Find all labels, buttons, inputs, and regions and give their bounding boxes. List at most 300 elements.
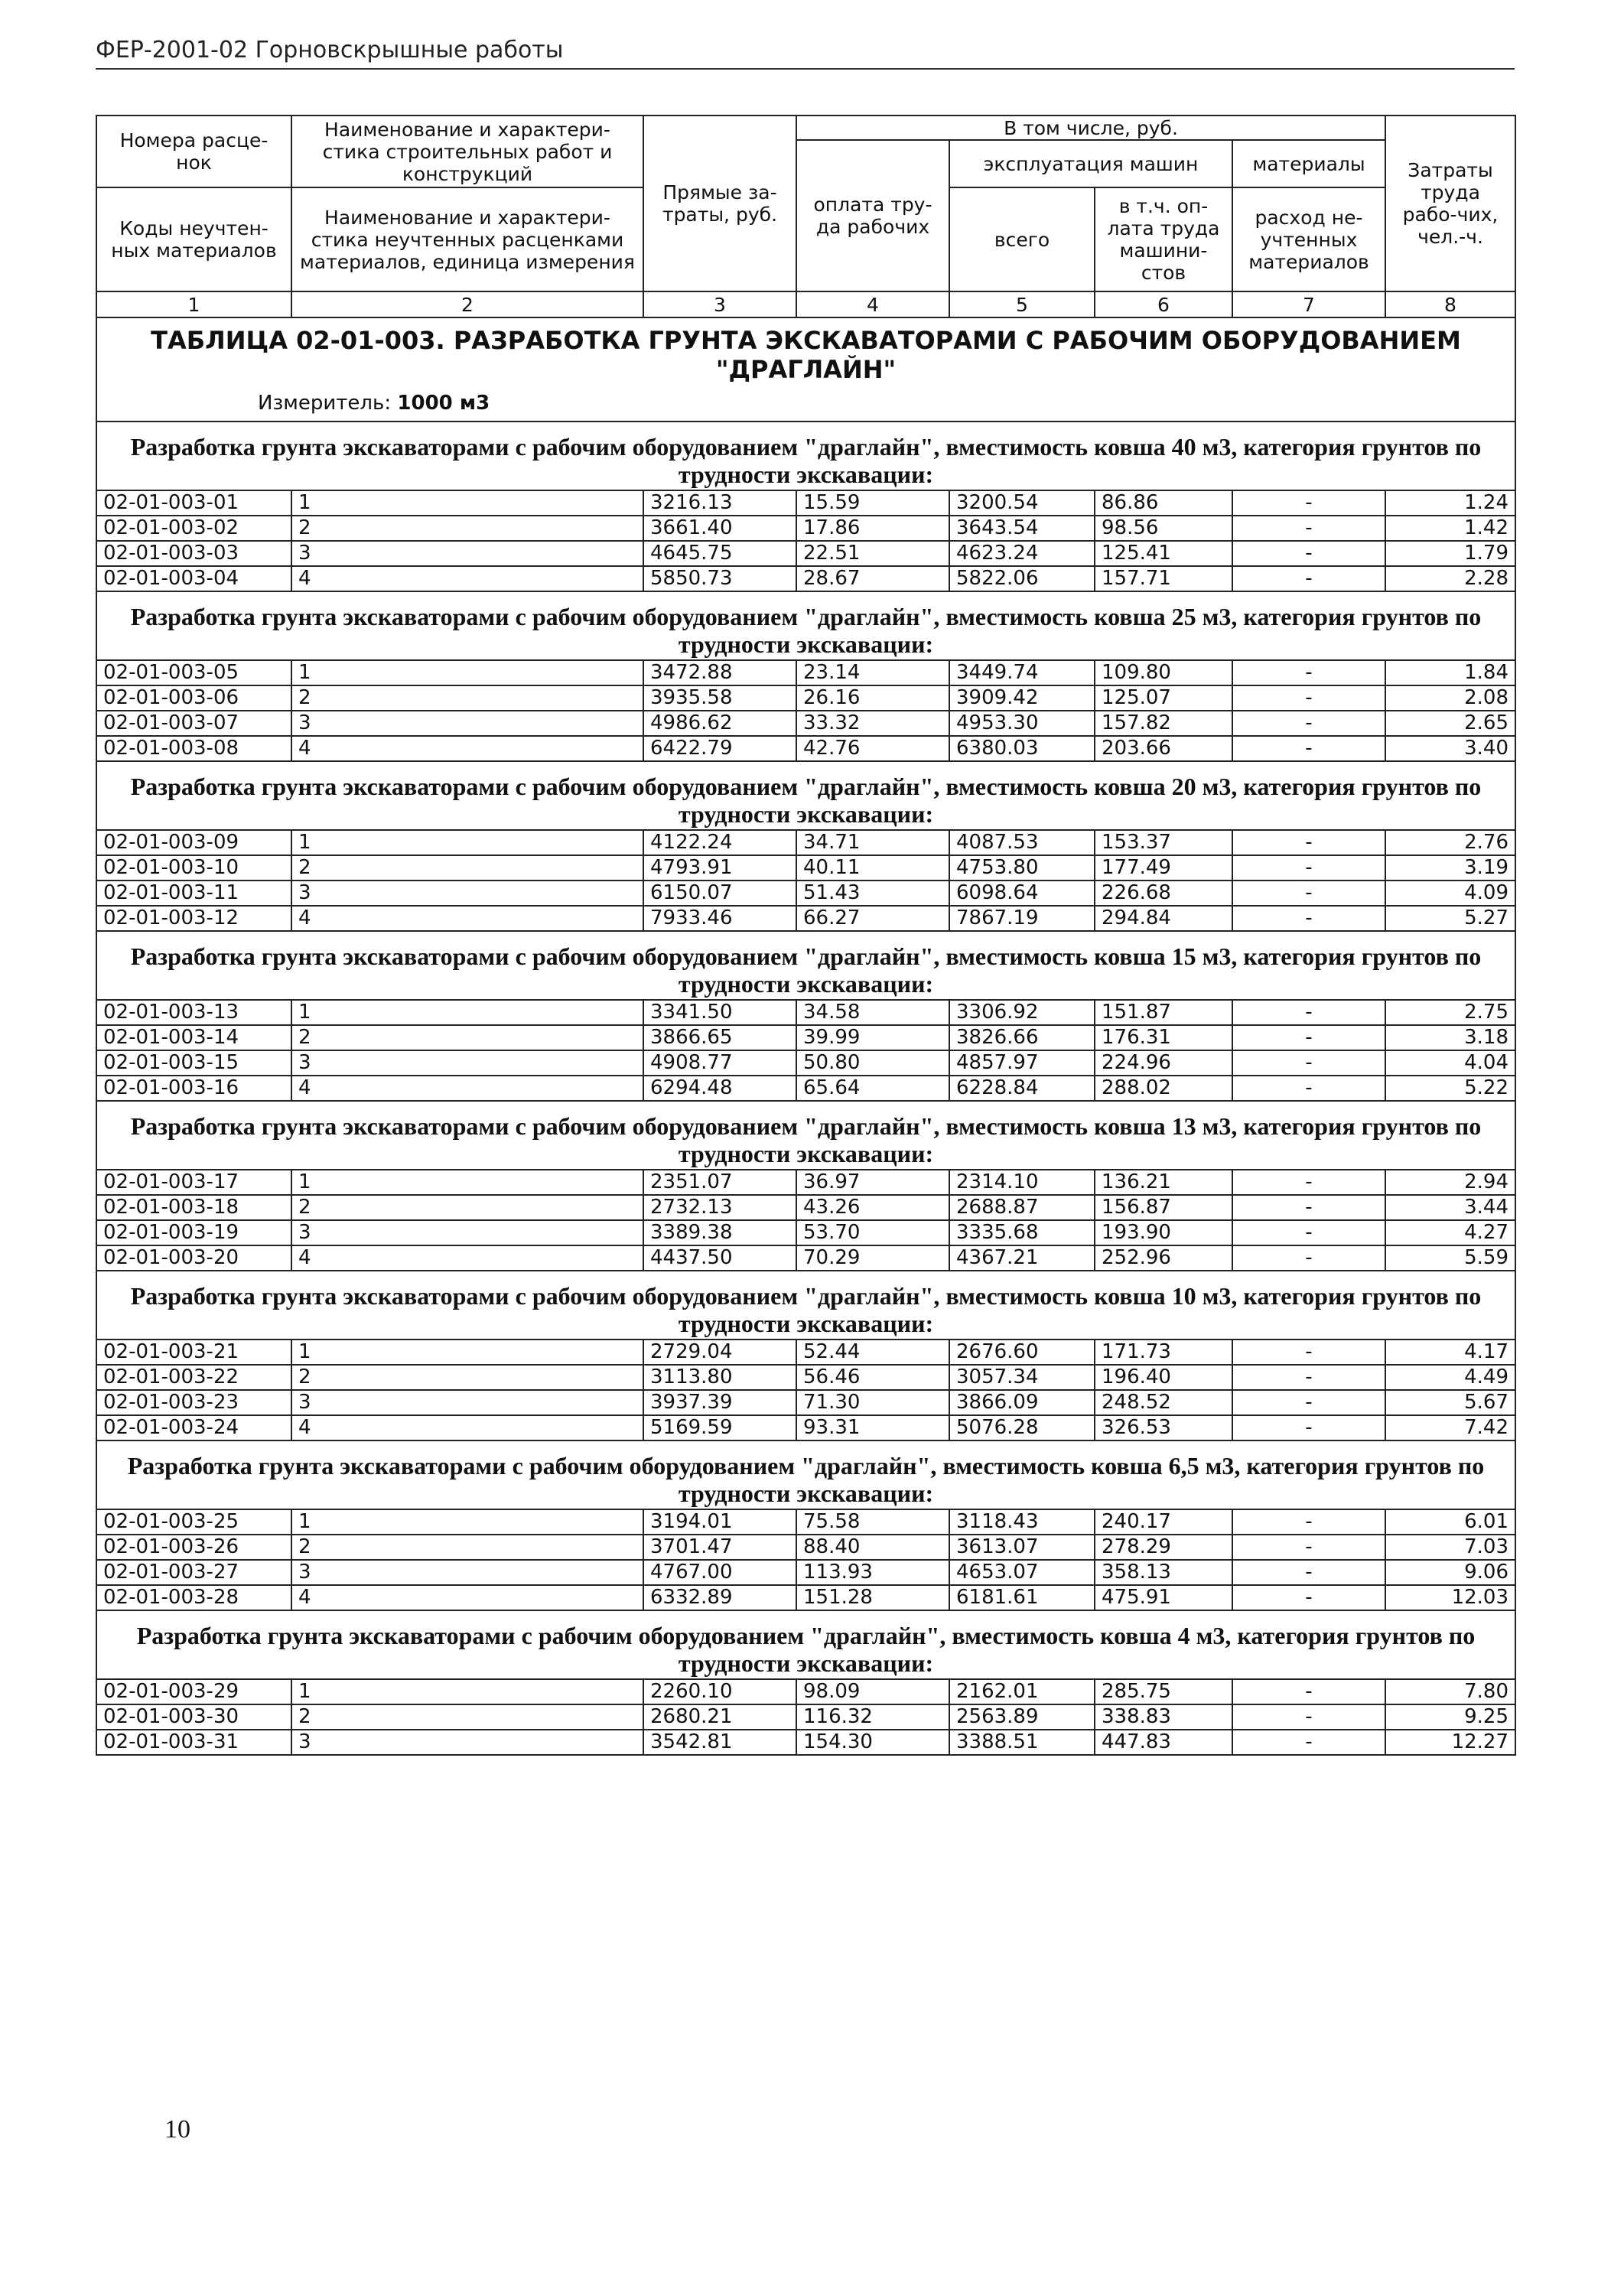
- table-row: [96, 830, 1515, 855]
- cell-direct-costs: 3701.47: [643, 1535, 796, 1560]
- cell-operator-pay: 252.96: [1095, 1245, 1232, 1271]
- cell-worker-pay: 42.76: [796, 736, 949, 761]
- cell-labor-hours: 4.04: [1385, 1050, 1515, 1076]
- cell-labor-hours: 9.06: [1385, 1560, 1515, 1585]
- cell-worker-pay: 98.09: [796, 1679, 949, 1704]
- cell-worker-pay: 23.14: [796, 660, 949, 685]
- cell-rate-code: 02-01-003-13: [96, 1000, 291, 1025]
- cell-machines-total: 4367.21: [949, 1245, 1095, 1271]
- cell-soil-category: 1: [291, 1509, 643, 1535]
- cell-labor-hours: 2.94: [1385, 1170, 1515, 1195]
- cell-machines-total: 7867.19: [949, 906, 1095, 931]
- cell-soil-category: 1: [291, 1679, 643, 1704]
- table-row: [96, 711, 1515, 736]
- cell-material-use: -: [1232, 1025, 1385, 1050]
- cell-material-use: -: [1232, 855, 1385, 881]
- cell-labor-hours: 7.03: [1385, 1535, 1515, 1560]
- cell-labor-hours: 2.28: [1385, 566, 1515, 591]
- table-row: [96, 1365, 1515, 1390]
- cell-soil-category: 2: [291, 1704, 643, 1730]
- cell-rate-code: 02-01-003-05: [96, 660, 291, 685]
- cell-labor-hours: 6.01: [1385, 1509, 1515, 1535]
- cell-soil-category: 3: [291, 1220, 643, 1245]
- cell-direct-costs: 3389.38: [643, 1220, 796, 1245]
- cell-soil-category: 3: [291, 1730, 643, 1755]
- cell-labor-hours: 3.40: [1385, 736, 1515, 761]
- cell-material-use: -: [1232, 711, 1385, 736]
- cell-material-use: -: [1232, 830, 1385, 855]
- cell-material-use: -: [1232, 1050, 1385, 1076]
- cell-material-use: -: [1232, 1730, 1385, 1755]
- cell-direct-costs: 5850.73: [643, 566, 796, 591]
- measure-line: [97, 387, 1515, 421]
- cell-rate-code: 02-01-003-29: [96, 1679, 291, 1704]
- cell-material-use: -: [1232, 490, 1385, 516]
- table-row: [96, 1509, 1515, 1535]
- cell-machines-total: 3613.07: [949, 1535, 1095, 1560]
- cell-labor-hours: 1.42: [1385, 516, 1515, 541]
- cell-labor-hours: 5.59: [1385, 1245, 1515, 1271]
- cell-soil-category: 3: [291, 541, 643, 566]
- cell-machines-total: 6380.03: [949, 736, 1095, 761]
- cell-rate-code: 02-01-003-27: [96, 1560, 291, 1585]
- col-header-materials: материалы: [1232, 140, 1385, 187]
- cell-worker-pay: 15.59: [796, 490, 949, 516]
- table-row: [96, 685, 1515, 711]
- cell-operator-pay: 203.66: [1095, 736, 1232, 761]
- cell-rate-code: 02-01-003-09: [96, 830, 291, 855]
- cell-soil-category: 3: [291, 1050, 643, 1076]
- col-header-including: В том числе, руб.: [796, 116, 1385, 140]
- cell-soil-category: 1: [291, 660, 643, 685]
- cell-operator-pay: 125.07: [1095, 685, 1232, 711]
- cell-labor-hours: 2.75: [1385, 1000, 1515, 1025]
- table-row: [96, 516, 1515, 541]
- cell-rate-code: 02-01-003-25: [96, 1509, 291, 1535]
- table-title: ТАБЛИЦА 02-01-003. РАЗРАБОТКА ГРУНТА ЭКСКАВАТОРАМИ С РАБОЧИМ ОБОРУДОВАНИЕМ "ДРАГЛАЙН": [151, 326, 1461, 384]
- table-row: [96, 881, 1515, 906]
- cell-operator-pay: 326.53: [1095, 1415, 1232, 1440]
- cell-worker-pay: 71.30: [796, 1390, 949, 1415]
- cell-rate-code: 02-01-003-26: [96, 1535, 291, 1560]
- cell-worker-pay: 66.27: [796, 906, 949, 931]
- cell-direct-costs: 4908.77: [643, 1050, 796, 1076]
- cell-worker-pay: 93.31: [796, 1415, 949, 1440]
- cell-worker-pay: 43.26: [796, 1195, 949, 1220]
- cell-operator-pay: 447.83: [1095, 1730, 1232, 1755]
- table-row: [96, 1730, 1515, 1755]
- col-header-machines: эксплуатация машин: [949, 140, 1232, 187]
- cell-direct-costs: 4645.75: [643, 541, 796, 566]
- cell-worker-pay: 39.99: [796, 1025, 949, 1050]
- cell-worker-pay: 34.71: [796, 830, 949, 855]
- cell-worker-pay: 53.70: [796, 1220, 949, 1245]
- page-number: 10: [164, 2115, 190, 2144]
- table-row: [96, 566, 1515, 591]
- cell-labor-hours: 4.27: [1385, 1220, 1515, 1245]
- col-header-labor: Затраты труда рабо-чих, чел.-ч.: [1385, 116, 1515, 291]
- section-title: Разработка грунта экскаваторами с рабочим оборудованием "драглайн", вместимость ковша 25 м3, категория грунтов по трудности экскавации:: [96, 591, 1515, 660]
- cell-material-use: -: [1232, 881, 1385, 906]
- cell-material-use: -: [1232, 1679, 1385, 1704]
- table-title-block: [96, 317, 1515, 422]
- cell-machines-total: 2676.60: [949, 1340, 1095, 1365]
- cell-soil-category: 1: [291, 1340, 643, 1365]
- cell-labor-hours: 3.44: [1385, 1195, 1515, 1220]
- cell-labor-hours: 5.22: [1385, 1076, 1515, 1101]
- cell-worker-pay: 34.58: [796, 1000, 949, 1025]
- cell-worker-pay: 151.28: [796, 1585, 949, 1610]
- cell-direct-costs: 2351.07: [643, 1170, 796, 1195]
- cell-labor-hours: 2.76: [1385, 830, 1515, 855]
- cell-soil-category: 4: [291, 1585, 643, 1610]
- table-row: [96, 1076, 1515, 1101]
- cell-worker-pay: 33.32: [796, 711, 949, 736]
- cell-material-use: -: [1232, 1195, 1385, 1220]
- cell-soil-category: 4: [291, 736, 643, 761]
- cell-machines-total: 6098.64: [949, 881, 1095, 906]
- cell-rate-code: 02-01-003-31: [96, 1730, 291, 1755]
- cell-material-use: -: [1232, 906, 1385, 931]
- table-row: [96, 1000, 1515, 1025]
- cell-direct-costs: 6332.89: [643, 1585, 796, 1610]
- cell-machines-total: 4623.24: [949, 541, 1095, 566]
- page-header: ФЕР-2001-02 Горновскрышные работы: [96, 37, 1515, 70]
- cell-operator-pay: 193.90: [1095, 1220, 1232, 1245]
- cell-machines-total: 2563.89: [949, 1704, 1095, 1730]
- table-row: [96, 1340, 1515, 1365]
- cell-machines-total: 3118.43: [949, 1509, 1095, 1535]
- cell-rate-code: 02-01-003-22: [96, 1365, 291, 1390]
- measure-value: 1000 м3: [397, 392, 490, 415]
- cell-operator-pay: 278.29: [1095, 1535, 1232, 1560]
- table-row: [96, 1679, 1515, 1704]
- table-row: [96, 1050, 1515, 1076]
- cell-machines-total: 3200.54: [949, 490, 1095, 516]
- cell-soil-category: 1: [291, 1170, 643, 1195]
- col-number: 7: [1232, 291, 1385, 317]
- col-header-material-name: Наименование и характери-стика неучтенных расценками материалов, единица измерения: [291, 187, 643, 291]
- cell-worker-pay: 52.44: [796, 1340, 949, 1365]
- cell-machines-total: 3335.68: [949, 1220, 1095, 1245]
- section-title: Разработка грунта экскаваторами с рабочим оборудованием "драглайн", вместимость ковша 20 м3, категория грунтов по трудности экскавации:: [96, 761, 1515, 830]
- cell-rate-code: 02-01-003-10: [96, 855, 291, 881]
- cell-worker-pay: 113.93: [796, 1560, 949, 1585]
- cell-labor-hours: 4.09: [1385, 881, 1515, 906]
- cell-material-use: -: [1232, 685, 1385, 711]
- cell-labor-hours: 3.19: [1385, 855, 1515, 881]
- cell-direct-costs: 4767.00: [643, 1560, 796, 1585]
- cell-machines-total: 3388.51: [949, 1730, 1095, 1755]
- cell-machines-total: 2314.10: [949, 1170, 1095, 1195]
- cell-machines-total: 2688.87: [949, 1195, 1095, 1220]
- cell-machines-total: 5822.06: [949, 566, 1095, 591]
- cell-labor-hours: 4.49: [1385, 1365, 1515, 1390]
- cell-direct-costs: 2260.10: [643, 1679, 796, 1704]
- section-title: Разработка грунта экскаваторами с рабочим оборудованием "драглайн", вместимость ковша 15 м3, категория грунтов по трудности экскавации:: [96, 931, 1515, 1000]
- cell-soil-category: 2: [291, 516, 643, 541]
- cell-direct-costs: 3113.80: [643, 1365, 796, 1390]
- cell-machines-total: 3449.74: [949, 660, 1095, 685]
- col-header-direct-costs: Прямые за-траты, руб.: [643, 116, 796, 291]
- cell-operator-pay: 288.02: [1095, 1076, 1232, 1101]
- section-title: Разработка грунта экскаваторами с рабочим оборудованием "драглайн", вместимость ковша 4 м3, категория грунтов по трудности экскавации:: [96, 1610, 1515, 1679]
- cell-material-use: -: [1232, 1535, 1385, 1560]
- cell-direct-costs: 3866.65: [643, 1025, 796, 1050]
- cell-material-use: -: [1232, 1415, 1385, 1440]
- rates-table: [96, 115, 1516, 1756]
- cell-direct-costs: 3542.81: [643, 1730, 796, 1755]
- cell-material-use: -: [1232, 1245, 1385, 1271]
- cell-rate-code: 02-01-003-02: [96, 516, 291, 541]
- cell-operator-pay: 86.86: [1095, 490, 1232, 516]
- cell-soil-category: 2: [291, 1195, 643, 1220]
- cell-worker-pay: 56.46: [796, 1365, 949, 1390]
- cell-rate-code: 02-01-003-01: [96, 490, 291, 516]
- table-row: [96, 1704, 1515, 1730]
- cell-rate-code: 02-01-003-11: [96, 881, 291, 906]
- cell-direct-costs: 5169.59: [643, 1415, 796, 1440]
- table-row: [96, 736, 1515, 761]
- cell-operator-pay: 153.37: [1095, 830, 1232, 855]
- cell-operator-pay: 196.40: [1095, 1365, 1232, 1390]
- cell-direct-costs: 2729.04: [643, 1340, 796, 1365]
- cell-machines-total: 3866.09: [949, 1390, 1095, 1415]
- col-header-work-name: Наименование и характери-стика строительных работ и конструкций: [291, 116, 643, 187]
- cell-rate-code: 02-01-003-28: [96, 1585, 291, 1610]
- cell-direct-costs: 4793.91: [643, 855, 796, 881]
- cell-rate-code: 02-01-003-24: [96, 1415, 291, 1440]
- cell-rate-code: 02-01-003-19: [96, 1220, 291, 1245]
- cell-soil-category: 4: [291, 906, 643, 931]
- cell-material-use: -: [1232, 1076, 1385, 1101]
- table-sections: [96, 422, 1515, 1755]
- cell-operator-pay: 98.56: [1095, 516, 1232, 541]
- table-row: [96, 1560, 1515, 1585]
- cell-material-use: -: [1232, 1390, 1385, 1415]
- cell-direct-costs: 3472.88: [643, 660, 796, 685]
- cell-rate-code: 02-01-003-17: [96, 1170, 291, 1195]
- cell-operator-pay: 136.21: [1095, 1170, 1232, 1195]
- cell-rate-code: 02-01-003-04: [96, 566, 291, 591]
- cell-soil-category: 2: [291, 685, 643, 711]
- table-row: [96, 1170, 1515, 1195]
- cell-material-use: -: [1232, 1509, 1385, 1535]
- cell-labor-hours: 4.17: [1385, 1340, 1515, 1365]
- table-row: [96, 490, 1515, 516]
- cell-operator-pay: 358.13: [1095, 1560, 1232, 1585]
- cell-worker-pay: 36.97: [796, 1170, 949, 1195]
- table-header: [96, 116, 1515, 317]
- cell-labor-hours: 1.24: [1385, 490, 1515, 516]
- cell-worker-pay: 28.67: [796, 566, 949, 591]
- cell-operator-pay: 109.80: [1095, 660, 1232, 685]
- cell-material-use: -: [1232, 1000, 1385, 1025]
- table-row: [96, 1585, 1515, 1610]
- cell-direct-costs: 4437.50: [643, 1245, 796, 1271]
- cell-rate-code: 02-01-003-14: [96, 1025, 291, 1050]
- cell-soil-category: 2: [291, 1535, 643, 1560]
- cell-labor-hours: 3.18: [1385, 1025, 1515, 1050]
- col-header-material-codes: Коды неучтен-ных материалов: [96, 187, 291, 291]
- cell-material-use: -: [1232, 1560, 1385, 1585]
- cell-soil-category: 3: [291, 1390, 643, 1415]
- cell-soil-category: 2: [291, 1025, 643, 1050]
- cell-operator-pay: 224.96: [1095, 1050, 1232, 1076]
- cell-labor-hours: 5.67: [1385, 1390, 1515, 1415]
- cell-machines-total: 6228.84: [949, 1076, 1095, 1101]
- cell-worker-pay: 17.86: [796, 516, 949, 541]
- col-header-material-use: расход не-учтенных материалов: [1232, 187, 1385, 291]
- cell-material-use: -: [1232, 1585, 1385, 1610]
- cell-soil-category: 1: [291, 1000, 643, 1025]
- cell-machines-total: 4857.97: [949, 1050, 1095, 1076]
- cell-rate-code: 02-01-003-08: [96, 736, 291, 761]
- cell-operator-pay: 125.41: [1095, 541, 1232, 566]
- cell-soil-category: 1: [291, 490, 643, 516]
- cell-rate-code: 02-01-003-15: [96, 1050, 291, 1076]
- cell-operator-pay: 151.87: [1095, 1000, 1232, 1025]
- section-title: Разработка грунта экскаваторами с рабочим оборудованием "драглайн", вместимость ковша 13 м3, категория грунтов по трудности экскавации:: [96, 1101, 1515, 1170]
- cell-machines-total: 5076.28: [949, 1415, 1095, 1440]
- cell-direct-costs: 4122.24: [643, 830, 796, 855]
- cell-machines-total: 4087.53: [949, 830, 1095, 855]
- cell-operator-pay: 157.82: [1095, 711, 1232, 736]
- cell-operator-pay: 176.31: [1095, 1025, 1232, 1050]
- cell-worker-pay: 40.11: [796, 855, 949, 881]
- cell-soil-category: 4: [291, 1076, 643, 1101]
- cell-rate-code: 02-01-003-21: [96, 1340, 291, 1365]
- cell-labor-hours: 12.27: [1385, 1730, 1515, 1755]
- cell-machines-total: 3909.42: [949, 685, 1095, 711]
- cell-rate-code: 02-01-003-23: [96, 1390, 291, 1415]
- table-row: [96, 906, 1515, 931]
- table-row: [96, 541, 1515, 566]
- cell-machines-total: 3306.92: [949, 1000, 1095, 1025]
- cell-machines-total: 4953.30: [949, 711, 1095, 736]
- cell-soil-category: 4: [291, 1415, 643, 1440]
- cell-material-use: -: [1232, 516, 1385, 541]
- cell-material-use: -: [1232, 1704, 1385, 1730]
- cell-rate-code: 02-01-003-16: [96, 1076, 291, 1101]
- cell-direct-costs: 3935.58: [643, 685, 796, 711]
- cell-direct-costs: 3194.01: [643, 1509, 796, 1535]
- cell-soil-category: 3: [291, 881, 643, 906]
- cell-worker-pay: 75.58: [796, 1509, 949, 1535]
- cell-operator-pay: 248.52: [1095, 1390, 1232, 1415]
- cell-labor-hours: 7.80: [1385, 1679, 1515, 1704]
- cell-worker-pay: 154.30: [796, 1730, 949, 1755]
- col-number: 5: [949, 291, 1095, 317]
- col-number: 2: [291, 291, 643, 317]
- cell-worker-pay: 51.43: [796, 881, 949, 906]
- cell-soil-category: 3: [291, 1560, 643, 1585]
- cell-rate-code: 02-01-003-20: [96, 1245, 291, 1271]
- col-number: 3: [643, 291, 796, 317]
- cell-labor-hours: 9.25: [1385, 1704, 1515, 1730]
- cell-material-use: -: [1232, 660, 1385, 685]
- cell-labor-hours: 1.84: [1385, 660, 1515, 685]
- cell-soil-category: 2: [291, 855, 643, 881]
- cell-direct-costs: 7933.46: [643, 906, 796, 931]
- cell-labor-hours: 1.79: [1385, 541, 1515, 566]
- cell-direct-costs: 6422.79: [643, 736, 796, 761]
- table-row: [96, 1415, 1515, 1440]
- cell-operator-pay: 294.84: [1095, 906, 1232, 931]
- col-number: 8: [1385, 291, 1515, 317]
- cell-direct-costs: 6294.48: [643, 1076, 796, 1101]
- table-row: [96, 1195, 1515, 1220]
- cell-material-use: -: [1232, 1170, 1385, 1195]
- cell-labor-hours: 12.03: [1385, 1585, 1515, 1610]
- cell-machines-total: 4653.07: [949, 1560, 1095, 1585]
- cell-operator-pay: 240.17: [1095, 1509, 1232, 1535]
- cell-direct-costs: 2732.13: [643, 1195, 796, 1220]
- cell-direct-costs: 3937.39: [643, 1390, 796, 1415]
- table-row: [96, 1390, 1515, 1415]
- cell-soil-category: 1: [291, 830, 643, 855]
- cell-machines-total: 4753.80: [949, 855, 1095, 881]
- col-header-operator-pay: в т.ч. оп-лата труда машини-стов: [1095, 187, 1232, 291]
- measure-label: Измеритель:: [258, 392, 392, 415]
- cell-operator-pay: 171.73: [1095, 1340, 1232, 1365]
- cell-machines-total: 3057.34: [949, 1365, 1095, 1390]
- cell-material-use: -: [1232, 1365, 1385, 1390]
- table-row: [96, 1535, 1515, 1560]
- cell-material-use: -: [1232, 736, 1385, 761]
- cell-soil-category: 3: [291, 711, 643, 736]
- cell-labor-hours: 5.27: [1385, 906, 1515, 931]
- cell-machines-total: 6181.61: [949, 1585, 1095, 1610]
- section-title: Разработка грунта экскаваторами с рабочим оборудованием "драглайн", вместимость ковша 10 м3, категория грунтов по трудности экскавации:: [96, 1271, 1515, 1340]
- cell-labor-hours: 7.42: [1385, 1415, 1515, 1440]
- table-row: [96, 855, 1515, 881]
- section-title: Разработка грунта экскаваторами с рабочим оборудованием "драглайн", вместимость ковша 6,5 м3, категория грунтов по трудности экскавации:: [96, 1440, 1515, 1509]
- cell-worker-pay: 65.64: [796, 1076, 949, 1101]
- cell-rate-code: 02-01-003-07: [96, 711, 291, 736]
- cell-rate-code: 02-01-003-06: [96, 685, 291, 711]
- cell-soil-category: 4: [291, 566, 643, 591]
- cell-direct-costs: 3661.40: [643, 516, 796, 541]
- cell-machines-total: 3826.66: [949, 1025, 1095, 1050]
- cell-worker-pay: 116.32: [796, 1704, 949, 1730]
- cell-direct-costs: 4986.62: [643, 711, 796, 736]
- cell-material-use: -: [1232, 1340, 1385, 1365]
- cell-soil-category: 2: [291, 1365, 643, 1390]
- cell-operator-pay: 338.83: [1095, 1704, 1232, 1730]
- col-number: 1: [96, 291, 291, 317]
- col-header-worker-pay: оплата тру-да рабочих: [796, 140, 949, 291]
- cell-worker-pay: 26.16: [796, 685, 949, 711]
- section-title: Разработка грунта экскаваторами с рабочим оборудованием "драглайн", вместимость ковша 40 м3, категория грунтов по трудности экскавации:: [96, 422, 1515, 490]
- cell-operator-pay: 285.75: [1095, 1679, 1232, 1704]
- cell-operator-pay: 226.68: [1095, 881, 1232, 906]
- cell-machines-total: 2162.01: [949, 1679, 1095, 1704]
- cell-soil-category: 4: [291, 1245, 643, 1271]
- table-row: [96, 1025, 1515, 1050]
- cell-material-use: -: [1232, 1220, 1385, 1245]
- cell-rate-code: 02-01-003-30: [96, 1704, 291, 1730]
- table-row: [96, 1220, 1515, 1245]
- cell-direct-costs: 3216.13: [643, 490, 796, 516]
- cell-worker-pay: 50.80: [796, 1050, 949, 1076]
- cell-rate-code: 02-01-003-03: [96, 541, 291, 566]
- cell-rate-code: 02-01-003-18: [96, 1195, 291, 1220]
- cell-material-use: -: [1232, 566, 1385, 591]
- col-number: 6: [1095, 291, 1232, 317]
- cell-worker-pay: 88.40: [796, 1535, 949, 1560]
- cell-worker-pay: 22.51: [796, 541, 949, 566]
